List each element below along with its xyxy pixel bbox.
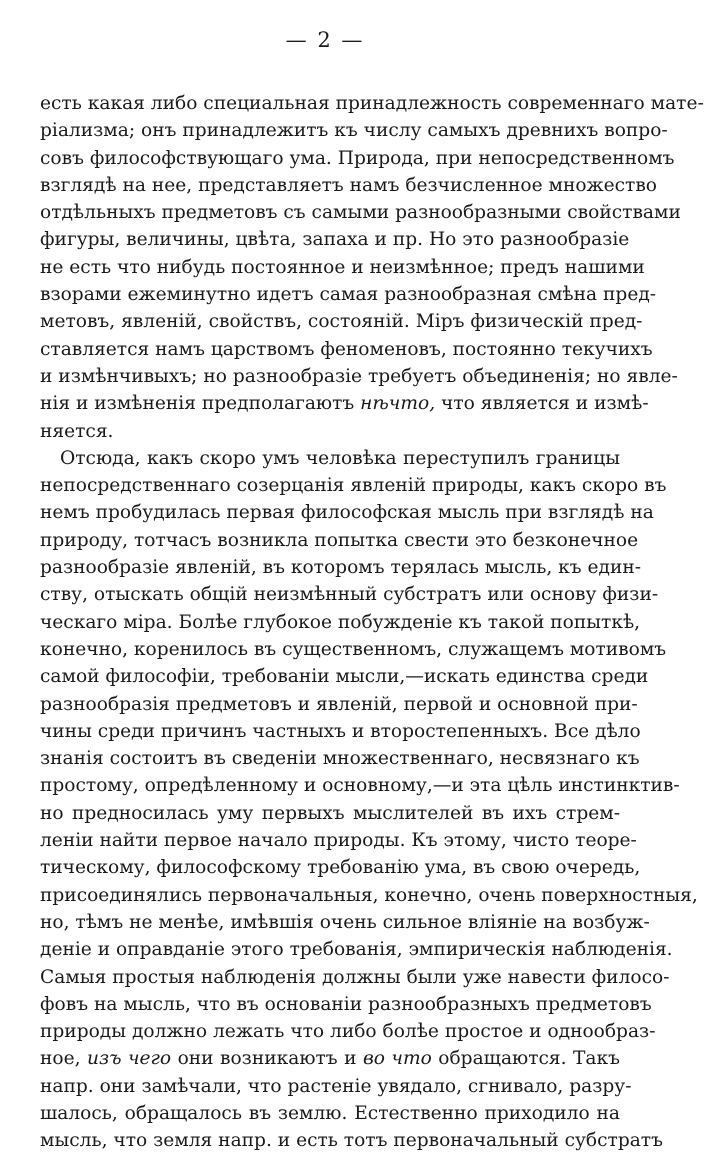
text-line: взорами ежеминутно идетъ самая разнообразная смѣна пред- bbox=[40, 284, 657, 306]
emphasized-text: во что bbox=[362, 1048, 432, 1070]
page-number: — 2 — bbox=[285, 28, 365, 52]
text-line: разнообразія предметовъ и явленій, первой и основной при- bbox=[40, 693, 638, 715]
text-line: природы должно лежать что либо болѣе простое и однообраз- bbox=[40, 1021, 656, 1043]
emphasized-text: нѣчто, bbox=[360, 393, 436, 415]
paragraph bbox=[40, 445, 698, 1155]
text-segment: они возникаютъ и bbox=[171, 1048, 363, 1070]
text-line: непосредственнаго созерцанія явленій природы, какъ скоро въ bbox=[40, 475, 667, 497]
text-line: ставляется намъ царствомъ феноменовъ, постоянно текучихъ bbox=[40, 338, 653, 360]
text-line: фовъ на мысль, что въ основаніи разнообразныхъ предметовъ bbox=[40, 993, 652, 1015]
text-line: отдѣльныхъ предметовъ съ самыми разнообразными свойствами bbox=[40, 202, 681, 224]
text-line: ческаго міра. Болѣе глубокое побужденіе къ такой попыткѣ, bbox=[40, 611, 641, 633]
text-line: знанія состоитъ въ сведеніи множественнаго, несвязнаго къ bbox=[40, 748, 640, 770]
text-segment: нія и измѣненія предполагаютъ bbox=[40, 393, 361, 415]
text-line: совъ философствующаго ума. Природа, при непосредственномъ bbox=[40, 147, 675, 169]
text-line: ству, отыскать общій неизмѣнный субстратъ или основу физи- bbox=[40, 584, 659, 606]
text-line: ріализма; онъ принадлежитъ къ числу самыхъ древнихъ вопро- bbox=[40, 120, 668, 142]
text-line: не есть что нибудь постоянное и неизмѣнное; предъ нашими bbox=[40, 256, 645, 278]
paragraph bbox=[40, 90, 704, 445]
text-line: леніи найти первое начало природы. Къ этому, чисто теоре- bbox=[40, 830, 637, 852]
text-line: самой философіи, требованіи мысли,—искать единства среди bbox=[40, 666, 649, 688]
text-line: Самыя простыя наблюденія должны были уже навести филосо- bbox=[40, 966, 670, 988]
text-line: природу, тотчасъ возникла попытка свести это безконечное bbox=[40, 529, 639, 551]
text-line bbox=[40, 390, 649, 417]
text-line: присоединялись первоначальныя, конечно, очень поверхностныя, bbox=[40, 884, 698, 906]
text-line: но, тѣмъ не менѣе, имѣвшія очень сильное вліяніе на возбуж- bbox=[40, 911, 650, 933]
text-segment: что является и измѣ- bbox=[435, 393, 649, 415]
text-segment: обращаются. Такъ bbox=[431, 1048, 620, 1070]
text-line: Отсюда, какъ скоро умъ человѣка переступилъ границы bbox=[60, 447, 620, 469]
text-line: шалось, обращалось въ землю. Естественно приходило на bbox=[40, 1102, 620, 1124]
text-line: немъ пробудилась первая философская мысль при взглядѣ на bbox=[40, 502, 654, 524]
text-line: напр. они замѣчали, что растеніе увядало, сгнивало, разру- bbox=[40, 1075, 632, 1097]
text-line: и измѣнчивыхъ; но разнообразіе требуетъ объединенія; но явле- bbox=[40, 365, 678, 387]
text-line: но предносилась уму первыхъ мыслителей въ ихъ стрем- bbox=[40, 802, 620, 824]
text-line: деніе и оправданіе этого требованія, эмпирическія наблюденія. bbox=[40, 939, 673, 961]
text-line: тическому, философскому требованію ума, въ свою очередь, bbox=[40, 857, 641, 879]
emphasized-text: изъ чего bbox=[86, 1048, 172, 1070]
text-line: есть какая либо специальная принадлежность современнаго мате- bbox=[40, 93, 704, 114]
text-line bbox=[40, 1045, 620, 1072]
text-line: фигуры, величины, цвѣта, запаха и пр. Но это разнообразіе bbox=[40, 229, 630, 251]
text-line: простому, опредѣленному и основному,—и эта цѣль инстинктив- bbox=[40, 775, 680, 797]
text-line: взглядѣ на нее, представляетъ намъ безчисленное множество bbox=[40, 174, 657, 196]
text-segment: ное, bbox=[40, 1048, 87, 1070]
text-line: метовъ, явленій, свойствъ, состояній. Міръ физическій пред- bbox=[40, 311, 643, 333]
body-text bbox=[40, 90, 704, 1155]
text-line: мысль, что земля напр. и есть тотъ первоначальный субстратъ bbox=[40, 1130, 663, 1152]
text-line: чины среди причинъ частныхъ и второстепенныхъ. Все дѣло bbox=[40, 720, 641, 742]
text-line: разнообразіе явленій, въ которомъ терялась мысль, къ един- bbox=[40, 557, 642, 579]
text-line: няется. bbox=[40, 420, 114, 442]
text-line: конечно, коренилось въ существенномъ, служащемъ мотивомъ bbox=[40, 638, 667, 660]
